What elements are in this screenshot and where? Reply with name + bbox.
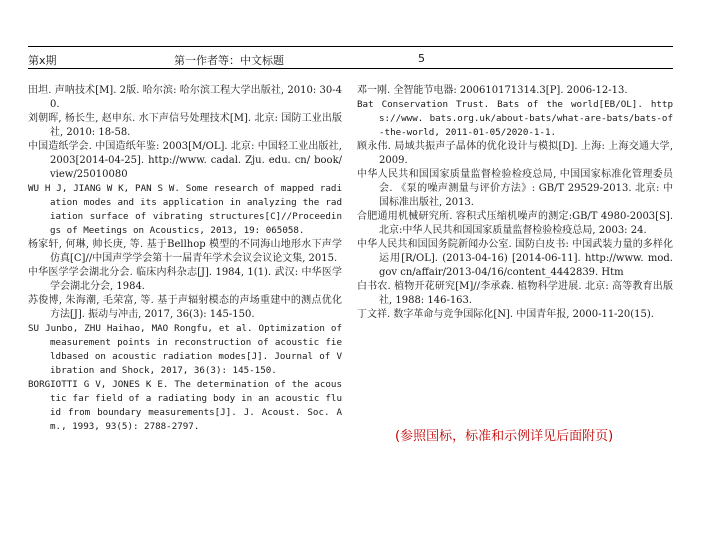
running-header <box>28 50 673 68</box>
reference-entry: 杨家轩, 何琳, 帅长庚, 等. 基于Bellhop 模型的不同海山地形水下声学仿真[C]//中国声学学会第十一届青年学术会议会议论文集, 2015. <box>28 239 342 264</box>
reference-entry: BORGIOTTI G V, JONES K E. The determination of the acoustic far field of a radiating body in an acoustic fluid from boundary measurements[J]. J. Acoust. Soc. Am., 1993, 93(5): 2788-2797. <box>28 379 342 432</box>
reference-entry: 中国造纸学会. 中国造纸年鉴: 2003[M/OL]. 北京: 中国轻工业出版社, 2003[2014-04-25]. http://www. cadal. Zju. edu. cn/ book/ view/25010080 <box>28 141 342 180</box>
running-title: 第一作者等：中文标题 <box>174 54 284 67</box>
reference-entry: 邓一刚. 全智能节电器: 200610171314.3[P]. 2006-12-13. <box>357 85 628 96</box>
reference-column-left <box>28 84 342 434</box>
reference-entry: WU H J, JIANG W K, PAN S W. Some research of mapped radiation modes and its application in analyzing the radiation surface of vibrating structures[C]//Proceedings of Meetings on Acoustics, 2013, 19: 065058. <box>28 183 342 236</box>
reference-entry: 中华人民共和国国家质量监督检验检疫总局, 中国国家标准化管理委员会. 《泵的噪声测量与评价方法》: GB/T 29529-2013. 北京: 中国标准出版社, 2013. <box>357 169 673 208</box>
issue-label: 第x期 <box>28 54 57 67</box>
reference-entry: 白书农. 植物开花研究[M]//李承森. 植物科学进展. 北京: 高等教育出版社, 1988: 146-163. <box>357 281 673 306</box>
page-number: 5 <box>418 52 425 65</box>
reference-entry: 田坦. 声呐技术[M]. 2版. 哈尔滨: 哈尔滨工程大学出版社, 2010: 30-40. <box>28 85 342 110</box>
reference-entry: 顾永伟. 局域共振声子晶体的优化设计与模拟[D]. 上海: 上海交通大学, 2009. <box>357 141 673 166</box>
reference-entry: SU Junbo, ZHU Haihao, MAO Rongfu, et al. Optimization of measurement points in reconstruction of acoustic fieldbased on acoustic radiation modes[J]. Journal of Vibration and Shock, 2017, 36(3): 145-150. <box>28 323 342 376</box>
reference-entry: 合肥通用机械研究所. 容积式压缩机噪声的测定:GB/T 4980-2003[S]. 北京:中华人民共和国国家质量监督检验检疫总局, 2003: 24. <box>357 211 673 236</box>
reference-entry: Bat Conservation Trust. Bats of the world[EB/OL]. https://www. bats.org.uk/about-bats/what-are-bats/bats-of-the-world, 2011-01-05/2020-1-1. <box>357 99 673 138</box>
reference-entry: 中华医学学会湖北分会. 临床内科杂志[J]. 1984, 1(1). 武汉: 中华医学学会湖北分会, 1984. <box>28 267 342 292</box>
reference-entry: 刘朝晖, 杨长生, 赵申东. 水下声信号处理技术[M]. 北京: 国防工业出版社, 2010: 18-58. <box>28 113 342 138</box>
reference-entry: 丁文祥. 数字革命与竞争国际化[N]. 中国青年报, 2000-11-20(15). <box>357 309 654 320</box>
header-rule-top <box>28 46 673 47</box>
reference-entry: 中华人民共和国国务院新闻办公室. 国防白皮书: 中国武装力量的多样化运用[R/OL]. (2013-04-16) [2014-06-11]. http://www. mod. gov cn/affair/2013-04/16/content_4442839. Htm <box>357 239 673 278</box>
standards-note: (参照国标，标准和示例详见后面附页) <box>395 429 614 444</box>
reference-column-right <box>357 84 673 322</box>
reference-entry: 苏俊博, 朱海潮, 毛荣富, 等. 基于声辐射模态的声场重建中的测点优化方法[J]. 振动与冲击, 2017, 36(3): 145-150. <box>28 295 342 320</box>
header-rule-bottom <box>28 68 673 69</box>
